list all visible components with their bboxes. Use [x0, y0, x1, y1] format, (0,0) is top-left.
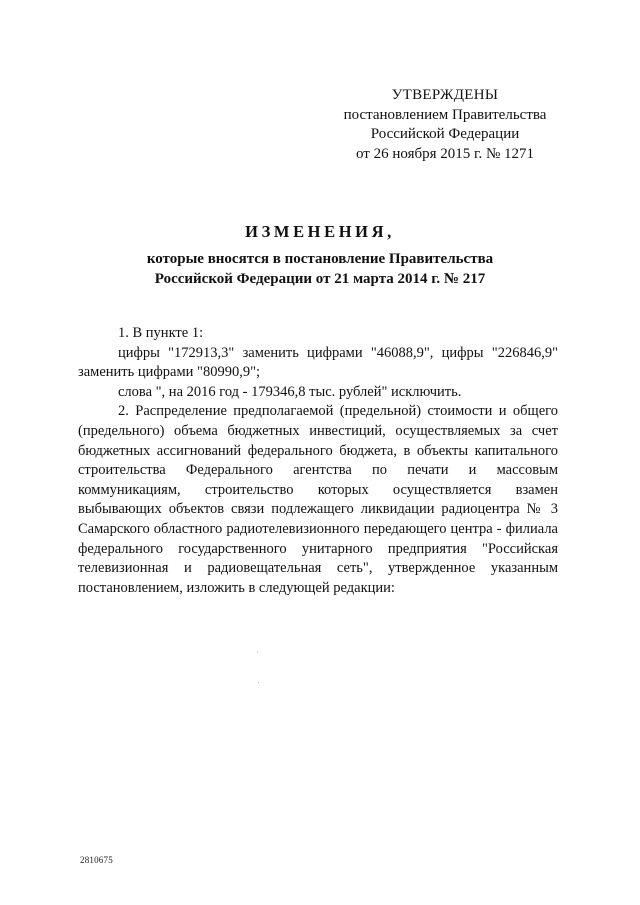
document-subtitle	[120, 250, 520, 289]
approval-block	[330, 86, 560, 164]
scan-speck	[257, 652, 258, 653]
subtitle-line-2: Российской Федерации от 21 марта 2014 г. № 217	[154, 270, 486, 287]
document-code: 2810675	[80, 855, 113, 865]
document-body	[78, 324, 558, 598]
approval-line-date: от 26 ноября 2015 г. № 1271	[355, 145, 535, 162]
approval-line-federation: Российской Федерации	[370, 126, 520, 142]
approval-heading: УТВЕРЖДЕНЫ	[391, 87, 499, 103]
scan-speck	[258, 682, 259, 683]
paragraph-item-1: 1. В пункте 1:	[118, 325, 204, 341]
paragraph-words: слова ", на 2016 год - 179346,8 тыс. рублей" исключить.	[118, 383, 462, 400]
paragraph-digits: цифры "172913,3" заменить цифрами "46088,9", цифры "226846,9" заменить цифрами "80990,9";	[78, 344, 558, 381]
approval-line-decree: постановлением Правительства	[343, 106, 547, 123]
paragraph-item-2: 2. Распределение предполагаемой (предельной) стоимости и общего (предельного) объема бюджетных инвестиций, осуществляемых за счет бюджетных ассигнований федерального бюджета, в объекты капитального строительства Федерального агентства по печати и массовым коммуникациям, строительство которых осуществляется взамен выбывающих объектов связи подлежащего ликвидации радиоцентра № 3 Самарского областного радиотелевизионного передающего центра - филиала федерального государственного унитарного предприятия "Российская телевизионная и радиовещательная сеть", утвержденное указанным постановлением, изложить в следующей редакции:	[78, 403, 558, 596]
document-title: ИЗМЕНЕНИЯ,	[245, 222, 395, 241]
subtitle-line-1: которые вносятся в постановление Правительства	[146, 251, 494, 267]
